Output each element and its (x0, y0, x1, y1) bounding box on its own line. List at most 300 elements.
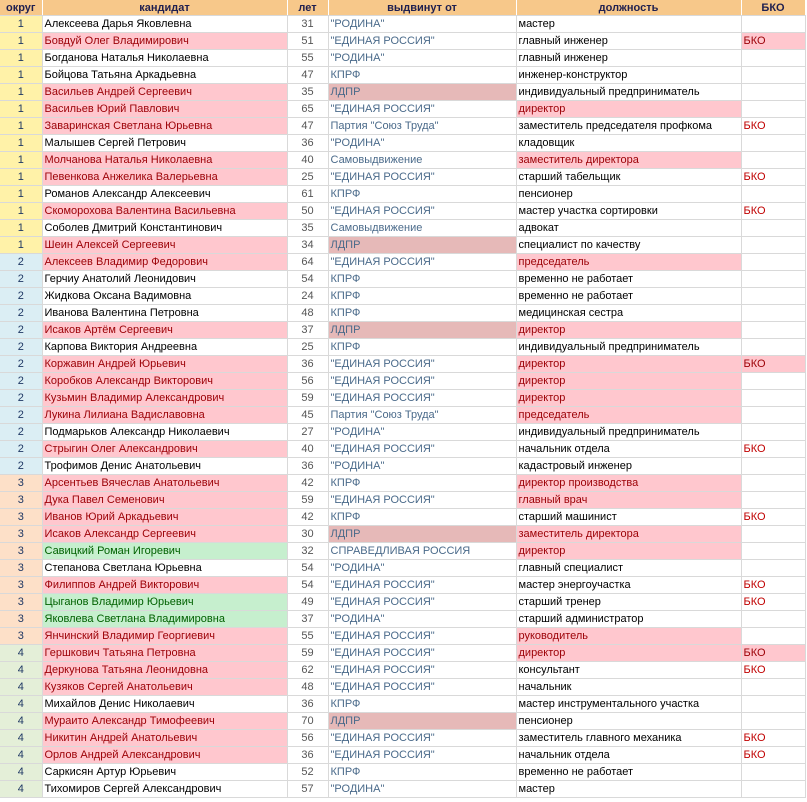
position-cell[interactable]: индивидуальный предприниматель (516, 84, 741, 101)
district-cell[interactable]: 1 (0, 67, 42, 84)
district-cell[interactable]: 1 (0, 186, 42, 203)
candidate-name-cell[interactable]: Исаков Александр Сергеевич (42, 526, 287, 543)
district-cell[interactable]: 3 (0, 543, 42, 560)
age-cell[interactable]: 50 (287, 203, 328, 220)
nominated-by-cell[interactable]: Самовыдвижение (328, 152, 516, 169)
table-row (0, 33, 805, 50)
position-cell[interactable]: медицинская сестра (516, 305, 741, 322)
age-cell[interactable]: 59 (287, 390, 328, 407)
bko-cell[interactable] (741, 16, 805, 33)
bko-cell[interactable] (741, 458, 805, 475)
bko-cell[interactable]: БКО (741, 356, 805, 373)
age-cell[interactable]: 48 (287, 679, 328, 696)
bko-cell[interactable] (741, 101, 805, 118)
candidate-name-cell[interactable]: Романов Александр Алексеевич (42, 186, 287, 203)
bko-cell[interactable] (741, 475, 805, 492)
table-row (0, 101, 805, 118)
nominated-by-cell[interactable]: "ЕДИНАЯ РОССИЯ" (328, 594, 516, 611)
age-cell[interactable]: 27 (287, 424, 328, 441)
age-cell[interactable]: 62 (287, 662, 328, 679)
table-row (0, 169, 805, 186)
bko-cell[interactable]: БКО (741, 441, 805, 458)
candidate-name-cell[interactable]: Жидкова Оксана Вадимовна (42, 288, 287, 305)
position-cell[interactable]: главный инженер (516, 50, 741, 67)
nominated-by-cell[interactable]: КПРФ (328, 509, 516, 526)
nominated-by-cell[interactable]: ЛДПР (328, 322, 516, 339)
bko-cell[interactable] (741, 237, 805, 254)
bko-cell[interactable] (741, 135, 805, 152)
bko-cell[interactable] (741, 764, 805, 781)
nominated-by-cell[interactable]: Партия "Союз Труда" (328, 118, 516, 135)
district-cell[interactable]: 1 (0, 237, 42, 254)
bko-cell[interactable] (741, 679, 805, 696)
district-cell[interactable]: 1 (0, 203, 42, 220)
bko-cell[interactable] (741, 373, 805, 390)
nominated-by-cell[interactable]: КПРФ (328, 764, 516, 781)
position-cell[interactable]: старший администратор (516, 611, 741, 628)
bko-cell[interactable] (741, 339, 805, 356)
district-cell[interactable]: 2 (0, 322, 42, 339)
nominated-by-cell[interactable]: "ЕДИНАЯ РОССИЯ" (328, 390, 516, 407)
table-row (0, 662, 805, 679)
bko-cell[interactable] (741, 526, 805, 543)
age-cell[interactable]: 59 (287, 645, 328, 662)
candidate-name-cell[interactable]: Васильев Андрей Сергеевич (42, 84, 287, 101)
nominated-by-cell[interactable]: "РОДИНА" (328, 50, 516, 67)
age-cell[interactable]: 59 (287, 492, 328, 509)
bko-cell[interactable] (741, 424, 805, 441)
district-cell[interactable]: 4 (0, 730, 42, 747)
age-cell[interactable]: 56 (287, 730, 328, 747)
candidate-name-cell[interactable]: Заваринская Светлана Юрьевна (42, 118, 287, 135)
nominated-by-cell[interactable]: ЛДПР (328, 526, 516, 543)
nominated-by-cell[interactable]: "ЕДИНАЯ РОССИЯ" (328, 101, 516, 118)
district-cell[interactable]: 1 (0, 169, 42, 186)
candidate-name-cell[interactable]: Певенкова Анжелика Валерьевна (42, 169, 287, 186)
candidate-name-cell[interactable]: Богданова Наталья Николаевна (42, 50, 287, 67)
age-cell[interactable]: 48 (287, 305, 328, 322)
nominated-by-cell[interactable]: "РОДИНА" (328, 458, 516, 475)
candidate-name-cell[interactable]: Орлов Андрей Александрович (42, 747, 287, 764)
age-cell[interactable]: 36 (287, 135, 328, 152)
table-row (0, 424, 805, 441)
candidate-name-cell[interactable]: Герчиу Анатолий Леонидович (42, 271, 287, 288)
bko-cell[interactable] (741, 781, 805, 798)
nominated-by-cell[interactable]: "ЕДИНАЯ РОССИЯ" (328, 169, 516, 186)
candidate-name-cell[interactable]: Алексеев Владимир Федорович (42, 254, 287, 271)
table-row (0, 492, 805, 509)
candidate-name-cell[interactable]: Бойцова Татьяна Аркадьевна (42, 67, 287, 84)
nominated-by-cell[interactable]: КПРФ (328, 271, 516, 288)
position-cell[interactable]: главный инженер (516, 33, 741, 50)
position-cell[interactable]: временно не работает (516, 288, 741, 305)
nominated-by-cell[interactable]: "ЕДИНАЯ РОССИЯ" (328, 662, 516, 679)
position-cell[interactable]: мастер (516, 781, 741, 798)
position-cell[interactable]: кладовщик (516, 135, 741, 152)
candidate-name-cell[interactable]: Кузяков Сергей Анатольевич (42, 679, 287, 696)
bko-cell[interactable] (741, 254, 805, 271)
age-cell[interactable]: 36 (287, 696, 328, 713)
position-cell[interactable]: директор (516, 645, 741, 662)
district-cell[interactable]: 2 (0, 373, 42, 390)
position-cell[interactable]: председатель (516, 254, 741, 271)
bko-cell[interactable] (741, 271, 805, 288)
position-cell[interactable]: кадастровый инженер (516, 458, 741, 475)
table-row (0, 458, 805, 475)
candidate-name-cell[interactable]: Савицкий Роман Игоревич (42, 543, 287, 560)
bko-cell[interactable] (741, 50, 805, 67)
bko-cell[interactable] (741, 186, 805, 203)
age-cell[interactable]: 36 (287, 356, 328, 373)
district-cell[interactable]: 3 (0, 577, 42, 594)
table-row (0, 730, 805, 747)
position-cell[interactable]: главный врач (516, 492, 741, 509)
district-cell[interactable]: 4 (0, 713, 42, 730)
position-cell[interactable]: начальник отдела (516, 441, 741, 458)
position-cell[interactable]: мастер инструментального участка (516, 696, 741, 713)
district-cell[interactable]: 3 (0, 560, 42, 577)
nominated-by-cell[interactable]: "ЕДИНАЯ РОССИЯ" (328, 254, 516, 271)
district-cell[interactable]: 2 (0, 458, 42, 475)
bko-cell[interactable] (741, 713, 805, 730)
bko-cell[interactable]: БКО (741, 203, 805, 220)
age-cell[interactable]: 52 (287, 764, 328, 781)
nominated-by-cell[interactable]: ЛДПР (328, 237, 516, 254)
position-cell[interactable]: директор производства (516, 475, 741, 492)
district-cell[interactable]: 1 (0, 50, 42, 67)
candidate-name-cell[interactable]: Карпова Виктория Андреевна (42, 339, 287, 356)
nominated-by-cell[interactable]: "ЕДИНАЯ РОССИЯ" (328, 577, 516, 594)
column-header-bko[interactable]: БКО (741, 0, 805, 16)
age-cell[interactable]: 45 (287, 407, 328, 424)
candidate-name-cell[interactable]: Михайлов Денис Николаевич (42, 696, 287, 713)
district-cell[interactable]: 1 (0, 33, 42, 50)
candidate-name-cell[interactable]: Деркунова Татьяна Леонидовна (42, 662, 287, 679)
district-cell[interactable]: 4 (0, 645, 42, 662)
position-cell[interactable]: временно не работает (516, 271, 741, 288)
bko-cell[interactable]: БКО (741, 169, 805, 186)
nominated-by-cell[interactable]: "ЕДИНАЯ РОССИЯ" (328, 373, 516, 390)
age-cell[interactable]: 70 (287, 713, 328, 730)
age-cell[interactable]: 40 (287, 152, 328, 169)
nominated-by-cell[interactable]: Самовыдвижение (328, 220, 516, 237)
position-cell[interactable]: директор (516, 356, 741, 373)
bko-cell[interactable] (741, 390, 805, 407)
table-row (0, 560, 805, 577)
bko-cell[interactable] (741, 407, 805, 424)
table-row (0, 305, 805, 322)
district-cell[interactable]: 3 (0, 492, 42, 509)
age-cell[interactable]: 54 (287, 271, 328, 288)
district-cell[interactable]: 3 (0, 611, 42, 628)
position-cell[interactable]: пенсионер (516, 713, 741, 730)
bko-cell[interactable] (741, 305, 805, 322)
position-cell[interactable]: мастер (516, 16, 741, 33)
candidate-name-cell[interactable]: Степанова Светлана Юрьевна (42, 560, 287, 577)
district-cell[interactable]: 1 (0, 152, 42, 169)
nominated-by-cell[interactable]: ЛДПР (328, 713, 516, 730)
nominated-by-cell[interactable]: КПРФ (328, 305, 516, 322)
age-cell[interactable]: 47 (287, 118, 328, 135)
age-cell[interactable]: 57 (287, 781, 328, 798)
position-cell[interactable]: главный специалист (516, 560, 741, 577)
age-cell[interactable]: 64 (287, 254, 328, 271)
age-cell[interactable]: 36 (287, 747, 328, 764)
bko-cell[interactable]: БКО (741, 594, 805, 611)
district-cell[interactable]: 2 (0, 356, 42, 373)
district-cell[interactable]: 4 (0, 662, 42, 679)
bko-cell[interactable] (741, 560, 805, 577)
nominated-by-cell[interactable]: Партия "Союз Труда" (328, 407, 516, 424)
candidate-name-cell[interactable]: Гершкович Татьяна Петровна (42, 645, 287, 662)
district-cell[interactable]: 3 (0, 526, 42, 543)
nominated-by-cell[interactable]: "РОДИНА" (328, 424, 516, 441)
position-cell[interactable]: мастер энергоучастка (516, 577, 741, 594)
age-cell[interactable]: 36 (287, 458, 328, 475)
age-cell[interactable]: 56 (287, 373, 328, 390)
age-cell[interactable]: 37 (287, 322, 328, 339)
position-cell[interactable]: специалист по качеству (516, 237, 741, 254)
nominated-by-cell[interactable]: КПРФ (328, 696, 516, 713)
position-cell[interactable]: заместитель главного механика (516, 730, 741, 747)
bko-cell[interactable] (741, 67, 805, 84)
candidate-name-cell[interactable]: Яковлева Светлана Владимировна (42, 611, 287, 628)
candidate-name-cell[interactable]: Подмарьков Александр Николаевич (42, 424, 287, 441)
age-cell[interactable]: 32 (287, 543, 328, 560)
district-cell[interactable]: 3 (0, 475, 42, 492)
district-cell[interactable]: 1 (0, 101, 42, 118)
position-cell[interactable]: заместитель председателя профкома (516, 118, 741, 135)
candidate-name-cell[interactable]: Коржавин Андрей Юрьевич (42, 356, 287, 373)
district-cell[interactable]: 1 (0, 135, 42, 152)
candidate-name-cell[interactable]: Алексеева Дарья Яковлевна (42, 16, 287, 33)
district-cell[interactable]: 2 (0, 390, 42, 407)
age-cell[interactable]: 49 (287, 594, 328, 611)
nominated-by-cell[interactable]: "РОДИНА" (328, 135, 516, 152)
age-cell[interactable]: 31 (287, 16, 328, 33)
position-cell[interactable]: заместитель директора (516, 526, 741, 543)
bko-cell[interactable] (741, 696, 805, 713)
position-cell[interactable]: инженер-конструктор (516, 67, 741, 84)
bko-cell[interactable] (741, 84, 805, 101)
candidate-name-cell[interactable]: Тихомиров Сергей Александрович (42, 781, 287, 798)
nominated-by-cell[interactable]: СПРАВЕДЛИВАЯ РОССИЯ (328, 543, 516, 560)
position-cell[interactable]: индивидуальный предприниматель (516, 339, 741, 356)
nominated-by-cell[interactable]: "РОДИНА" (328, 611, 516, 628)
candidate-name-cell[interactable]: Мураито Александр Тимофеевич (42, 713, 287, 730)
bko-cell[interactable] (741, 611, 805, 628)
position-cell[interactable]: директор (516, 543, 741, 560)
district-cell[interactable]: 4 (0, 764, 42, 781)
bko-cell[interactable]: БКО (741, 662, 805, 679)
nominated-by-cell[interactable]: "ЕДИНАЯ РОССИЯ" (328, 441, 516, 458)
nominated-by-cell[interactable]: "ЕДИНАЯ РОССИЯ" (328, 203, 516, 220)
nominated-by-cell[interactable]: КПРФ (328, 339, 516, 356)
position-cell[interactable]: временно не работает (516, 764, 741, 781)
candidate-name-cell[interactable]: Иванов Юрий Аркадьевич (42, 509, 287, 526)
nominated-by-cell[interactable]: "ЕДИНАЯ РОССИЯ" (328, 492, 516, 509)
table-row (0, 679, 805, 696)
position-cell[interactable]: начальник (516, 679, 741, 696)
age-cell[interactable]: 42 (287, 509, 328, 526)
district-cell[interactable]: 4 (0, 679, 42, 696)
nominated-by-cell[interactable]: "ЕДИНАЯ РОССИЯ" (328, 356, 516, 373)
district-cell[interactable]: 2 (0, 254, 42, 271)
age-cell[interactable]: 54 (287, 560, 328, 577)
table-row (0, 628, 805, 645)
district-cell[interactable]: 1 (0, 118, 42, 135)
age-cell[interactable]: 61 (287, 186, 328, 203)
bko-cell[interactable] (741, 628, 805, 645)
position-cell[interactable]: директор (516, 390, 741, 407)
district-cell[interactable]: 4 (0, 781, 42, 798)
table-row (0, 781, 805, 798)
candidate-name-cell[interactable]: Никитин Андрей Анатольевич (42, 730, 287, 747)
position-cell[interactable]: старший машинист (516, 509, 741, 526)
age-cell[interactable]: 42 (287, 475, 328, 492)
candidate-name-cell[interactable]: Кузьмин Владимир Александрович (42, 390, 287, 407)
bko-cell[interactable]: БКО (741, 747, 805, 764)
column-header-okrug[interactable]: округ (0, 0, 42, 16)
bko-cell[interactable] (741, 322, 805, 339)
district-cell[interactable]: 2 (0, 407, 42, 424)
position-cell[interactable]: мастер участка сортировки (516, 203, 741, 220)
nominated-by-cell[interactable]: "ЕДИНАЯ РОССИЯ" (328, 730, 516, 747)
position-cell[interactable]: пенсионер (516, 186, 741, 203)
age-cell[interactable]: 25 (287, 169, 328, 186)
nominated-by-cell[interactable]: "ЕДИНАЯ РОССИЯ" (328, 747, 516, 764)
district-cell[interactable]: 2 (0, 441, 42, 458)
district-cell[interactable]: 2 (0, 288, 42, 305)
age-cell[interactable]: 65 (287, 101, 328, 118)
nominated-by-cell[interactable]: КПРФ (328, 288, 516, 305)
candidate-name-cell[interactable]: Коробков Александр Викторович (42, 373, 287, 390)
bko-cell[interactable] (741, 492, 805, 509)
candidate-name-cell[interactable]: Скоморохова Валентина Васильевна (42, 203, 287, 220)
district-cell[interactable]: 2 (0, 424, 42, 441)
age-cell[interactable]: 40 (287, 441, 328, 458)
bko-cell[interactable]: БКО (741, 645, 805, 662)
nominated-by-cell[interactable]: "ЕДИНАЯ РОССИЯ" (328, 628, 516, 645)
candidate-name-cell[interactable]: Цыганов Владимир Юрьевич (42, 594, 287, 611)
candidate-name-cell[interactable]: Стрыгин Олег Александрович (42, 441, 287, 458)
age-cell[interactable]: 34 (287, 237, 328, 254)
district-cell[interactable]: 1 (0, 16, 42, 33)
nominated-by-cell[interactable]: "РОДИНА" (328, 16, 516, 33)
position-cell[interactable]: старший табельщик (516, 169, 741, 186)
bko-cell[interactable]: БКО (741, 577, 805, 594)
bko-cell[interactable]: БКО (741, 118, 805, 135)
age-cell[interactable]: 54 (287, 577, 328, 594)
nominated-by-cell[interactable]: КПРФ (328, 186, 516, 203)
column-header-nominated-by[interactable]: выдвинут от (328, 0, 516, 16)
position-cell[interactable]: директор (516, 322, 741, 339)
bko-cell[interactable] (741, 288, 805, 305)
age-cell[interactable]: 37 (287, 611, 328, 628)
age-cell[interactable]: 55 (287, 50, 328, 67)
district-cell[interactable]: 4 (0, 747, 42, 764)
age-cell[interactable]: 47 (287, 67, 328, 84)
district-cell[interactable]: 4 (0, 696, 42, 713)
candidate-name-cell[interactable]: Молчанова Наталья Николаевна (42, 152, 287, 169)
candidate-name-cell[interactable]: Дука Павел Семенович (42, 492, 287, 509)
bko-cell[interactable]: БКО (741, 730, 805, 747)
candidate-name-cell[interactable]: Исаков Артём Сергеевич (42, 322, 287, 339)
district-cell[interactable]: 2 (0, 271, 42, 288)
candidate-name-cell[interactable]: Филиппов Андрей Викторович (42, 577, 287, 594)
bko-cell[interactable]: БКО (741, 33, 805, 50)
column-header-age[interactable]: лет (287, 0, 328, 16)
table-body (0, 16, 805, 798)
table-row (0, 577, 805, 594)
position-cell[interactable]: руководитель (516, 628, 741, 645)
nominated-by-cell[interactable]: "ЕДИНАЯ РОССИЯ" (328, 645, 516, 662)
candidate-name-cell[interactable]: Иванова Валентина Петровна (42, 305, 287, 322)
bko-cell[interactable] (741, 220, 805, 237)
position-cell[interactable]: индивидуальный предприниматель (516, 424, 741, 441)
position-cell[interactable]: консультант (516, 662, 741, 679)
header-row (0, 0, 805, 16)
district-cell[interactable]: 3 (0, 594, 42, 611)
age-cell[interactable]: 35 (287, 220, 328, 237)
nominated-by-cell[interactable]: "РОДИНА" (328, 781, 516, 798)
age-cell[interactable]: 35 (287, 84, 328, 101)
nominated-by-cell[interactable]: "РОДИНА" (328, 560, 516, 577)
nominated-by-cell[interactable]: "ЕДИНАЯ РОССИЯ" (328, 679, 516, 696)
position-cell[interactable]: директор (516, 373, 741, 390)
candidate-name-cell[interactable]: Бовдуй Олег Владимирович (42, 33, 287, 50)
age-cell[interactable]: 24 (287, 288, 328, 305)
position-cell[interactable]: заместитель директора (516, 152, 741, 169)
district-cell[interactable]: 1 (0, 84, 42, 101)
nominated-by-cell[interactable]: КПРФ (328, 67, 516, 84)
nominated-by-cell[interactable]: ЛДПР (328, 84, 516, 101)
candidate-name-cell[interactable]: Малышев Сергей Петрович (42, 135, 287, 152)
bko-cell[interactable] (741, 543, 805, 560)
position-cell[interactable]: адвокат (516, 220, 741, 237)
candidate-name-cell[interactable]: Саркисян Артур Юрьевич (42, 764, 287, 781)
age-cell[interactable]: 30 (287, 526, 328, 543)
position-cell[interactable]: старший тренер (516, 594, 741, 611)
candidate-name-cell[interactable]: Васильев Юрий Павлович (42, 101, 287, 118)
candidate-name-cell[interactable]: Трофимов Денис Анатольевич (42, 458, 287, 475)
district-cell[interactable]: 3 (0, 628, 42, 645)
nominated-by-cell[interactable]: КПРФ (328, 475, 516, 492)
column-header-candidate[interactable]: кандидат (42, 0, 287, 16)
age-cell[interactable]: 25 (287, 339, 328, 356)
district-cell[interactable]: 1 (0, 220, 42, 237)
candidate-name-cell[interactable]: Соболев Дмитрий Константинович (42, 220, 287, 237)
district-cell[interactable]: 2 (0, 305, 42, 322)
table-row (0, 526, 805, 543)
candidate-name-cell[interactable]: Шеин Алексей Сергеевич (42, 237, 287, 254)
position-cell[interactable]: председатель (516, 407, 741, 424)
candidate-name-cell[interactable]: Янчинский Владимир Георгиевич (42, 628, 287, 645)
bko-cell[interactable]: БКО (741, 509, 805, 526)
age-cell[interactable]: 55 (287, 628, 328, 645)
bko-cell[interactable] (741, 152, 805, 169)
district-cell[interactable]: 3 (0, 509, 42, 526)
nominated-by-cell[interactable]: "ЕДИНАЯ РОССИЯ" (328, 33, 516, 50)
position-cell[interactable]: начальник отдела (516, 747, 741, 764)
position-cell[interactable]: директор (516, 101, 741, 118)
candidate-name-cell[interactable]: Лукина Лилиана Вадиславовна (42, 407, 287, 424)
table-row (0, 288, 805, 305)
age-cell[interactable]: 51 (287, 33, 328, 50)
column-header-position[interactable]: должность (516, 0, 741, 16)
candidate-name-cell[interactable]: Арсентьев Вячеслав Анатольевич (42, 475, 287, 492)
district-cell[interactable]: 2 (0, 339, 42, 356)
